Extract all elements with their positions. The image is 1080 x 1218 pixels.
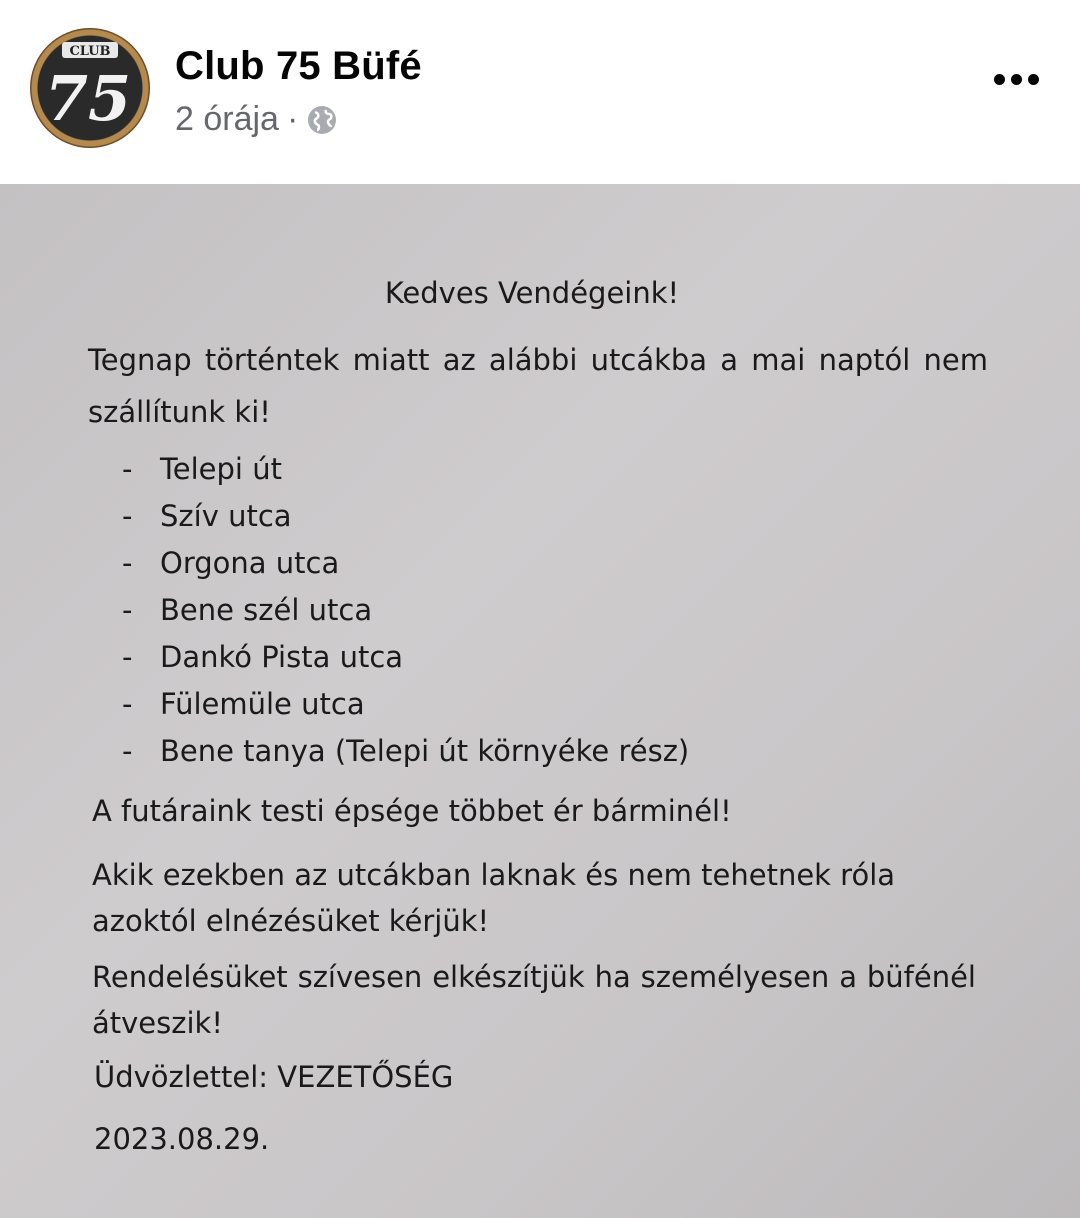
street-name: Fülemüle utca: [160, 687, 365, 721]
more-dot: [1011, 74, 1022, 85]
list-marker: -: [122, 734, 133, 768]
notice-paragraph-3: [92, 954, 976, 1046]
list-marker: -: [122, 452, 133, 486]
notice-signature: Üdvözlettel: VEZETŐSÉG: [94, 1060, 454, 1094]
globe-icon: [306, 104, 338, 136]
list-item: [122, 587, 689, 634]
notice-intro-line2: szállítunk ki!: [88, 395, 271, 429]
page-name[interactable]: Club 75 Büfé: [175, 44, 422, 88]
svg-text:CLUB: CLUB: [69, 44, 111, 59]
notice-paragraph-2: Akik ezekben az utcákban laknak és nem tehetnek róla azoktól elnézésüket kérjük!: [92, 858, 896, 938]
svg-text:75: 75: [44, 62, 132, 135]
list-marker: -: [122, 546, 133, 580]
list-marker: -: [122, 593, 133, 627]
list-item: [122, 493, 689, 540]
list-item: [122, 446, 689, 493]
street-name: Orgona utca: [160, 546, 340, 580]
list-marker: -: [122, 499, 133, 533]
more-dot: [994, 74, 1005, 85]
more-dot: [1028, 74, 1039, 85]
post-header: [0, 0, 1080, 184]
club-75-logo: [30, 28, 150, 148]
notice-paragraph-3-line2: átveszik!: [92, 1006, 223, 1040]
list-item: [122, 634, 689, 681]
street-name: Telepi út: [160, 452, 282, 486]
list-item: [122, 540, 689, 587]
street-name: Bene szél utca: [160, 593, 373, 627]
notice-date: 2023.08.29.: [94, 1122, 270, 1156]
notice-paragraph-3-line1: Rendelésüket szívesen elkészítjük ha személyesen a büfénél: [92, 960, 976, 994]
list-item: [122, 728, 689, 775]
post-meta: [175, 100, 338, 139]
street-name: Bene tanya (Telepi út környéke rész): [160, 734, 690, 768]
page-avatar[interactable]: [30, 28, 150, 148]
post-photo[interactable]: [0, 184, 1080, 1218]
notice-paragraph-1: A futáraink testi épsége többet ér bárminél!: [92, 794, 732, 828]
street-name: Szív utca: [160, 499, 292, 533]
more-options-icon[interactable]: [986, 64, 1046, 94]
list-marker: -: [122, 640, 133, 674]
notice-greeting: Kedves Vendégeink!: [384, 276, 680, 310]
list-item: [122, 681, 689, 728]
post-time[interactable]: 2 órája: [175, 100, 279, 138]
list-marker: -: [122, 687, 133, 721]
street-name: Dankó Pista utca: [160, 640, 404, 674]
notice-intro: [88, 334, 988, 438]
meta-separator: ·: [286, 100, 299, 138]
street-list: [122, 446, 689, 775]
notice-intro-line1: Tegnap történtek miatt az alábbi utcákba a mai naptól nem: [88, 343, 988, 377]
